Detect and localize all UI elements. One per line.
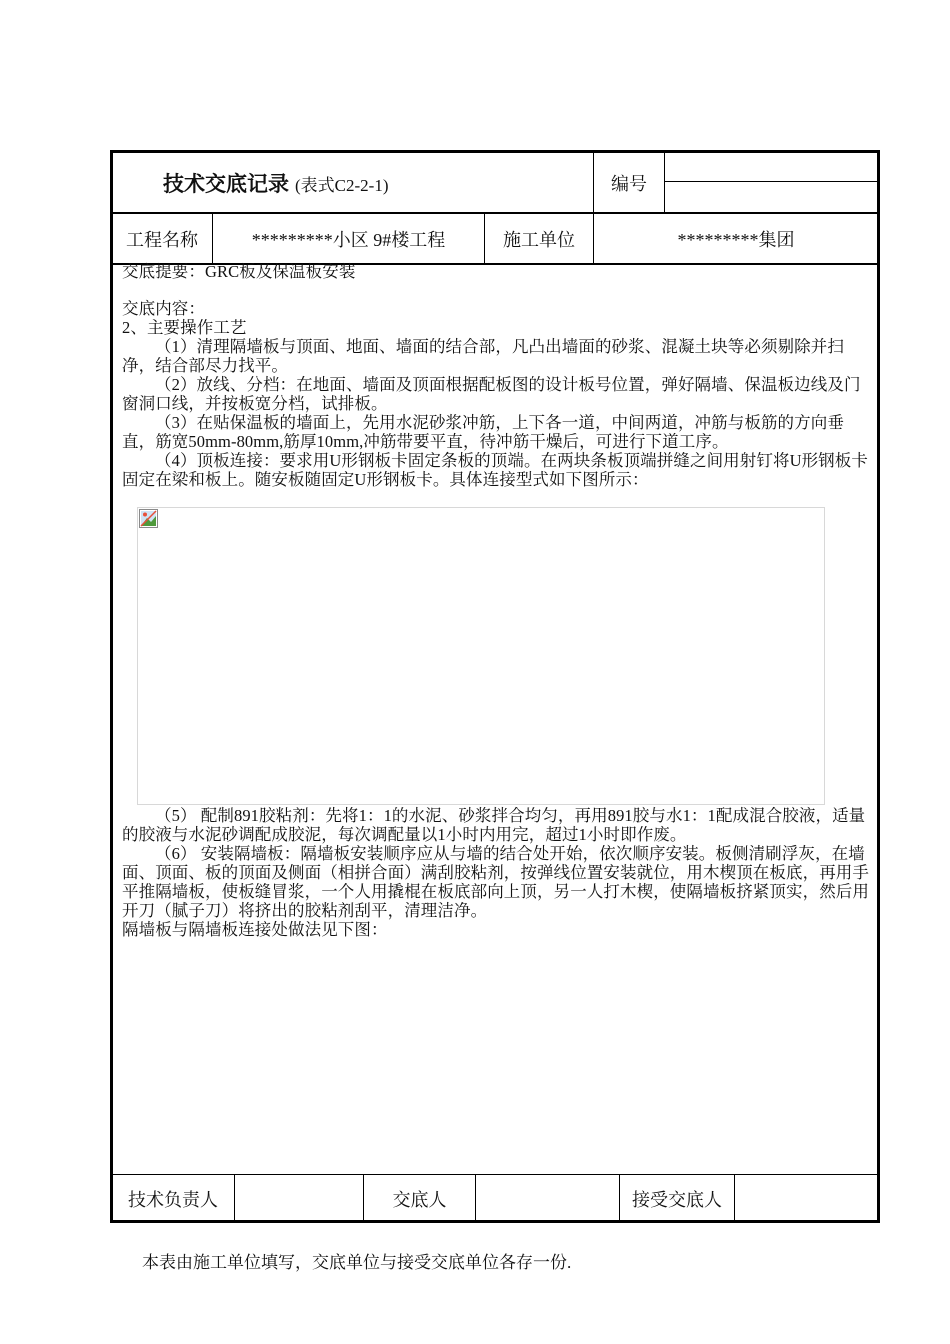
number-field[interactable] (666, 153, 877, 181)
disclosure-content (122, 262, 870, 489)
receiver-label-text: 接受交底人 (632, 1189, 722, 1210)
project-name-label (112, 214, 212, 263)
step-3: （3）在贴保温板的墙面上，先用水泥砂浆冲筋，上下各一道，中间两道，冲筋与板筋的方向垂直，筋宽50mm-80mm,筋厚10mm,冲筋带要平直，待冲筋干燥后，可进行下道工序。 (122, 413, 844, 451)
spacer (122, 281, 870, 299)
receiver-label (620, 1176, 734, 1221)
disclosure-heading: 交底内容： (122, 299, 205, 318)
step-7: 隔墙板与隔墙板连接处做法见下图： (122, 920, 388, 939)
step-2: （2）放线、分档：在地面、墙面及顶面根据配板图的设计板号位置，弹好隔墙、保温板边线及门窗洞口线，并按板宽分档，试排板。 (122, 375, 861, 413)
briefer-label (364, 1176, 475, 1221)
tech-lead-label-text: 技术负责人 (128, 1189, 218, 1210)
number-field-extra[interactable] (666, 182, 877, 212)
broken-image-icon (139, 509, 158, 528)
construction-unit-value[interactable] (594, 214, 878, 263)
page-title: 技术交底记录 (163, 172, 289, 196)
disclosure-summary: 交底提要：GRC板及保温板安装 (122, 262, 356, 281)
construction-unit-label (485, 214, 593, 263)
section-heading: 2、主要操作工艺 (122, 318, 247, 337)
divider (664, 152, 665, 213)
step-4: （4）顶板连接：要求用U形钢板卡固定条板的顶端。在两块条板顶端拼缝之间用射钉将U形钢板卡固定在梁和板上。随安板随固定U形钢板卡。具体连接型式如下图所示： (122, 451, 868, 489)
construction-unit-label-text: 施工单位 (503, 229, 575, 250)
form-title (163, 153, 388, 213)
connection-diagram-placeholder (137, 507, 825, 805)
number-label-text: 编号 (611, 174, 647, 194)
step-5: （5） 配制891胶粘剂：先将1：1的水泥、砂浆拌合均匀，再用891胶与水1：1配成混合胶液，适量的胶液与水泥砂调配成胶泥，每次调配量以1小时内用完，超过1小时即作废。 (122, 806, 866, 844)
tech-lead-label (112, 1176, 234, 1221)
form-code: (表式C2-2-1) (295, 175, 389, 195)
number-label (594, 153, 664, 213)
tech-lead-field[interactable] (235, 1176, 363, 1221)
receiver-field[interactable] (735, 1176, 877, 1221)
construction-unit-text: *********集团 (677, 229, 795, 250)
project-name-text: *********小区 9#楼工程 (251, 229, 446, 250)
step-1: （1）清理隔墙板与顶面、地面、墙面的结合部，凡凸出墙面的砂浆、混凝土块等必须剔除并扫净，结合部尽力找平。 (122, 337, 844, 375)
footer-note: 本表由施工单位填写，交底单位与接受交底单位各存一份. (142, 1253, 572, 1272)
divider (110, 1174, 880, 1175)
project-name-value[interactable] (213, 214, 484, 263)
briefer-field[interactable] (476, 1176, 619, 1221)
step-6: （6） 安装隔墙板：隔墙板安装顺序应从与墙的结合处开始，依次顺序安装。板侧清刷浮灰，在墙面、顶面、板的顶面及侧面（相拼合面）满刮胶粘剂，按弹线位置安装就位，用木楔顶在板底，再用手平推隔墙板，使板缝冒浆，一个人用撬棍在板底部向上顶，另一人打木楔，使隔墙板挤紧顶实，然后用开刀（腻子刀）将挤出的胶粘剂刮平，清理洁净。 (122, 844, 869, 920)
project-name-label-text: 工程名称 (126, 229, 198, 250)
briefer-label-text: 交底人 (392, 1189, 447, 1210)
disclosure-content-cont (122, 806, 870, 939)
